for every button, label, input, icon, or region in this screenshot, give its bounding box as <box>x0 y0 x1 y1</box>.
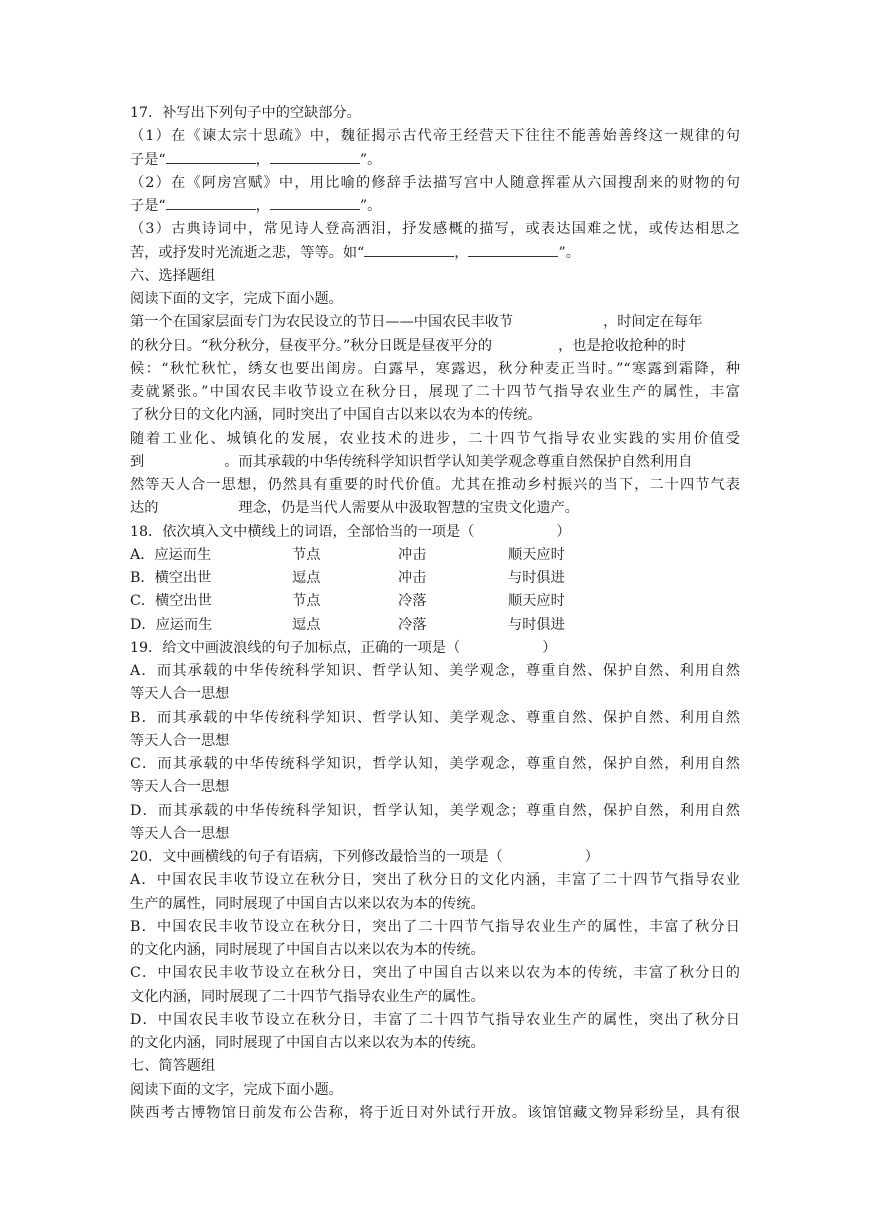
passage-line: 了秋分日的文化内涵，同时突出了中国自古以来以农为本的传统。 <box>130 407 542 424</box>
q19-option-c[interactable]: C．而其承载的中华传统科学知识，哲学认知，美学观念，尊重自然，保护自然，利用自然 <box>130 756 740 772</box>
answer-blank[interactable] <box>270 149 360 164</box>
q18-option-a[interactable]: A．应运而生 节点 冲击 顺天应时 <box>130 546 565 563</box>
q20-option-a[interactable]: A．中国农民丰收节设立在秋分日，突出了秋分日的文化内涵，丰富了二十四节气指导农业 <box>130 872 740 889</box>
passage-line: 麦就紧张。”中国农民丰收节设立在秋分日，展现了二十四节气指导农业生产的属性，丰富 <box>130 384 740 400</box>
passage-line: 第一个在国家层面专门为农民设立的节日——中国农民丰收节 ，时间定在每年 <box>130 314 703 331</box>
q19-option-d-cont: 等天人合一思想 <box>130 825 230 842</box>
q19-option-c-cont: 等天人合一思想 <box>130 779 230 796</box>
passage-line: 陕西考古博物馆日前发布公告称，将于近日对外试行开放。该馆馆藏文物异彩纷呈，具有很 <box>130 1104 740 1121</box>
q18-option-d[interactable]: D．应运而生 逗点 冷落 与时俱进 <box>130 616 565 633</box>
section-6-title: 六、选择题组 <box>130 267 216 284</box>
q20-option-b-cont: 的文化内涵，同时展现了中国自古以来以农为本的传统。 <box>130 942 485 958</box>
q20-option-a-cont: 生产的属性，同时展现了中国自古以来以农为本的传统。 <box>130 895 485 912</box>
q19-option-b-cont: 等天人合一思想 <box>130 732 230 749</box>
passage-line: 然等天人合一思想，仍然具有重要的时代价值。尤其在推动乡村振兴的当下，二十四节气表 <box>130 477 740 493</box>
answer-blank[interactable] <box>166 149 256 164</box>
passage-line: 达的 理念，仍是当代人需要从中汲取智慧的宝贵文化遗产。 <box>130 500 579 517</box>
q20-option-d-cont: 的文化内涵，同时展现了中国自古以来以农为本的传统。 <box>130 1035 485 1051</box>
q20-stem: 20．文中画横线的句子有语病，下列修改最恰当的一项是（ ） <box>130 849 599 865</box>
q17-p2-line1: （2）在《阿房宫赋》中，用比喻的修辞手法描写宫中人随意挥霍从六国搜刮来的财物的句 <box>130 174 740 191</box>
q17-p1-line1: （1）在《谏太宗十思疏》中，魏征揭示古代帝王经营天下往往不能善始善终这一规律的句 <box>130 128 740 145</box>
section-7-title: 七、简答题组 <box>130 1058 216 1075</box>
q19-option-a[interactable]: A．而其承载的中华传统科学知识、哲学认知、美学观念，尊重自然、保护自然、利用自然 <box>130 663 740 679</box>
q19-option-a-cont: 等天人合一思想 <box>130 686 230 703</box>
q20-option-c[interactable]: C．中国农民丰收节设立在秋分日，突出了中国自古以来以农为本的传统，丰富了秋分日的 <box>130 965 740 982</box>
passage-line: 的秋分日。“秋分秋分，昼夜平分。”秋分日既是昼夜平分的 ，也是抢收抢种的时 <box>130 337 686 354</box>
q17-p2-line2: 子是“ ， ”。 <box>130 195 740 218</box>
q19-stem: 19．给文中画波浪线的句子加标点，正确的一项是（ ） <box>130 639 557 656</box>
answer-blank[interactable] <box>364 242 454 257</box>
q17-stem: 17．补写出下列句子中的空缺部分。 <box>130 105 361 121</box>
q19-option-d[interactable]: D．而其承载的中华传统科学知识，哲学认知，美学观念；尊重自然，保护自然，利用自然 <box>130 802 740 819</box>
section-7-instruction: 阅读下面的文字，完成下面小题。 <box>130 1081 343 1098</box>
document-page <box>130 102 740 1125</box>
answer-blank[interactable] <box>166 195 256 210</box>
q20-option-c-cont: 文化内涵，同时展现了二十四节气指导农业生产的属性。 <box>130 988 485 1005</box>
section-6-instruction: 阅读下面的文字，完成下面小题。 <box>130 291 343 307</box>
answer-blank[interactable] <box>468 242 558 257</box>
q17-p3-line2: 苦，或抒发时光流逝之悲，等等。如“ ， ”。 <box>130 242 740 265</box>
answer-blank[interactable] <box>270 195 360 210</box>
q19-option-b[interactable]: B．而其承载的中华传统科学知识、哲学认知、美学观念、尊重自然、保护自然、利用自然 <box>130 709 740 726</box>
passage-line: 到 。而其承载的中华传统科学知识哲学认知美学观念尊重自然保护自然利用自 <box>130 453 693 470</box>
q17-p3-line1: （3）古典诗词中，常见诗人登高洒泪，抒发感概的描写，或表达国难之忧，或传达相思之 <box>130 221 740 238</box>
q20-option-d[interactable]: D．中国农民丰收节设立在秋分日，丰富了二十四节气指导农业生产的属性，突出了秋分日 <box>130 1011 740 1028</box>
q18-option-c[interactable]: C．横空出世 节点 冷落 顺天应时 <box>130 593 565 610</box>
passage-line: 候：“秋忙秋忙，绣女也要出闺房。白露早，寒露迟，秋分种麦正当时。”“寒露到霜降，种 <box>130 360 740 377</box>
q18-stem: 18．依次填入文中横线上的词语，全部恰当的一项是（ ） <box>130 523 571 540</box>
passage-line: 随着工业化、城镇化的发展，农业技术的进步，二十四节气指导农业实践的实用价值受 <box>130 430 740 447</box>
q17-p1-line2: 子是“ ， ”。 <box>130 149 740 172</box>
q20-option-b[interactable]: B．中国农民丰收节设立在秋分日，突出了二十四节气指导农业生产的属性，丰富了秋分日 <box>130 918 740 935</box>
q18-option-b[interactable]: B．横空出世 逗点 冲击 与时俱进 <box>130 570 565 586</box>
